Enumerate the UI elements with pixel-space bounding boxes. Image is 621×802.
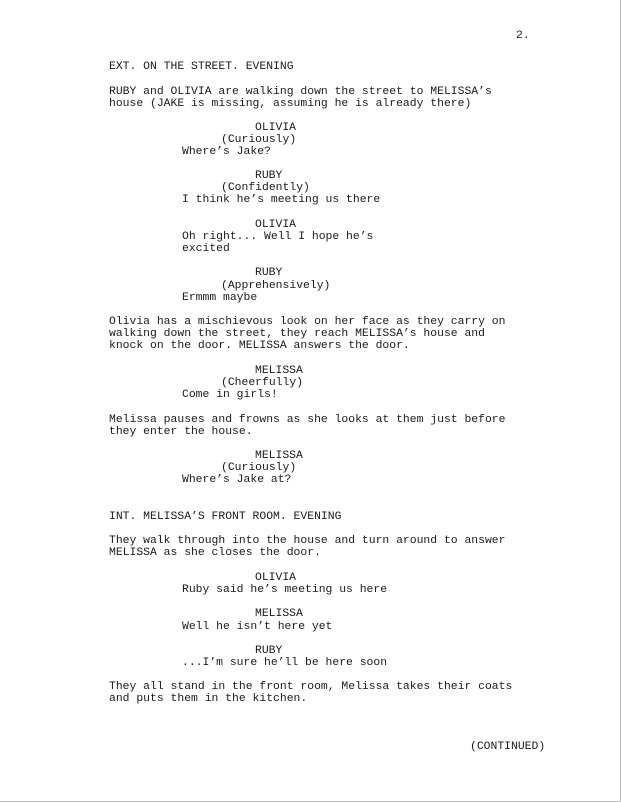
- parenthetical: (Cheerfully): [221, 377, 304, 389]
- parenthetical: (Confidently): [221, 182, 310, 194]
- character-name: MELISSA: [255, 608, 303, 620]
- page-number: 2.: [516, 30, 530, 42]
- parenthetical: (Apprehensively): [221, 280, 331, 292]
- character-name: MELISSA: [255, 365, 303, 377]
- continued-marker: (CONTINUED): [470, 741, 546, 753]
- character-name: RUBY: [255, 170, 283, 182]
- action-text: They all stand in the front room, Melissa takes their coats and puts them in the kitchen.: [109, 681, 513, 706]
- character-name: RUBY: [255, 267, 283, 279]
- action-text: Olivia has a mischievous look on her face as they carry on walking down the street, they reach MELISSA’s house and knock on the door. MELISSA answers the door.: [109, 316, 506, 353]
- character-name: OLIVIA: [255, 219, 297, 231]
- dialogue-line: ...I’m sure he’ll be here soon: [182, 657, 388, 669]
- dialogue-line: Where’s Jake?: [182, 146, 271, 158]
- action-text: Melissa pauses and frowns as she looks at them just before they enter the house.: [109, 414, 506, 439]
- dialogue-line: Oh right... Well I hope he’s excited: [182, 231, 374, 256]
- character-name: MELISSA: [255, 450, 303, 462]
- parenthetical: (Curiously): [221, 134, 297, 146]
- character-name: RUBY: [255, 645, 283, 657]
- parenthetical: (Curiously): [221, 462, 297, 474]
- dialogue-line: Ruby said he’s meeting us here: [182, 584, 388, 596]
- character-name: OLIVIA: [255, 572, 297, 584]
- dialogue-line: Ermmm maybe: [182, 292, 258, 304]
- scene-heading: INT. MELISSA’S FRONT ROOM. EVENING: [109, 511, 342, 523]
- dialogue-line: Well he isn’t here yet: [182, 621, 333, 633]
- dialogue-line: Come in girls!: [182, 389, 278, 401]
- action-text: They walk through into the house and turn around to answer MELISSA as she closes the door.: [109, 535, 506, 560]
- scene-heading: EXT. ON THE STREET. EVENING: [109, 61, 294, 73]
- dialogue-line: Where’s Jake at?: [182, 474, 292, 486]
- character-name: OLIVIA: [255, 122, 297, 134]
- action-text: RUBY and OLIVIA are walking down the street to MELISSA’s house (JAKE is missing, assuming he is already there): [109, 86, 492, 111]
- dialogue-line: I think he’s meeting us there: [182, 194, 381, 206]
